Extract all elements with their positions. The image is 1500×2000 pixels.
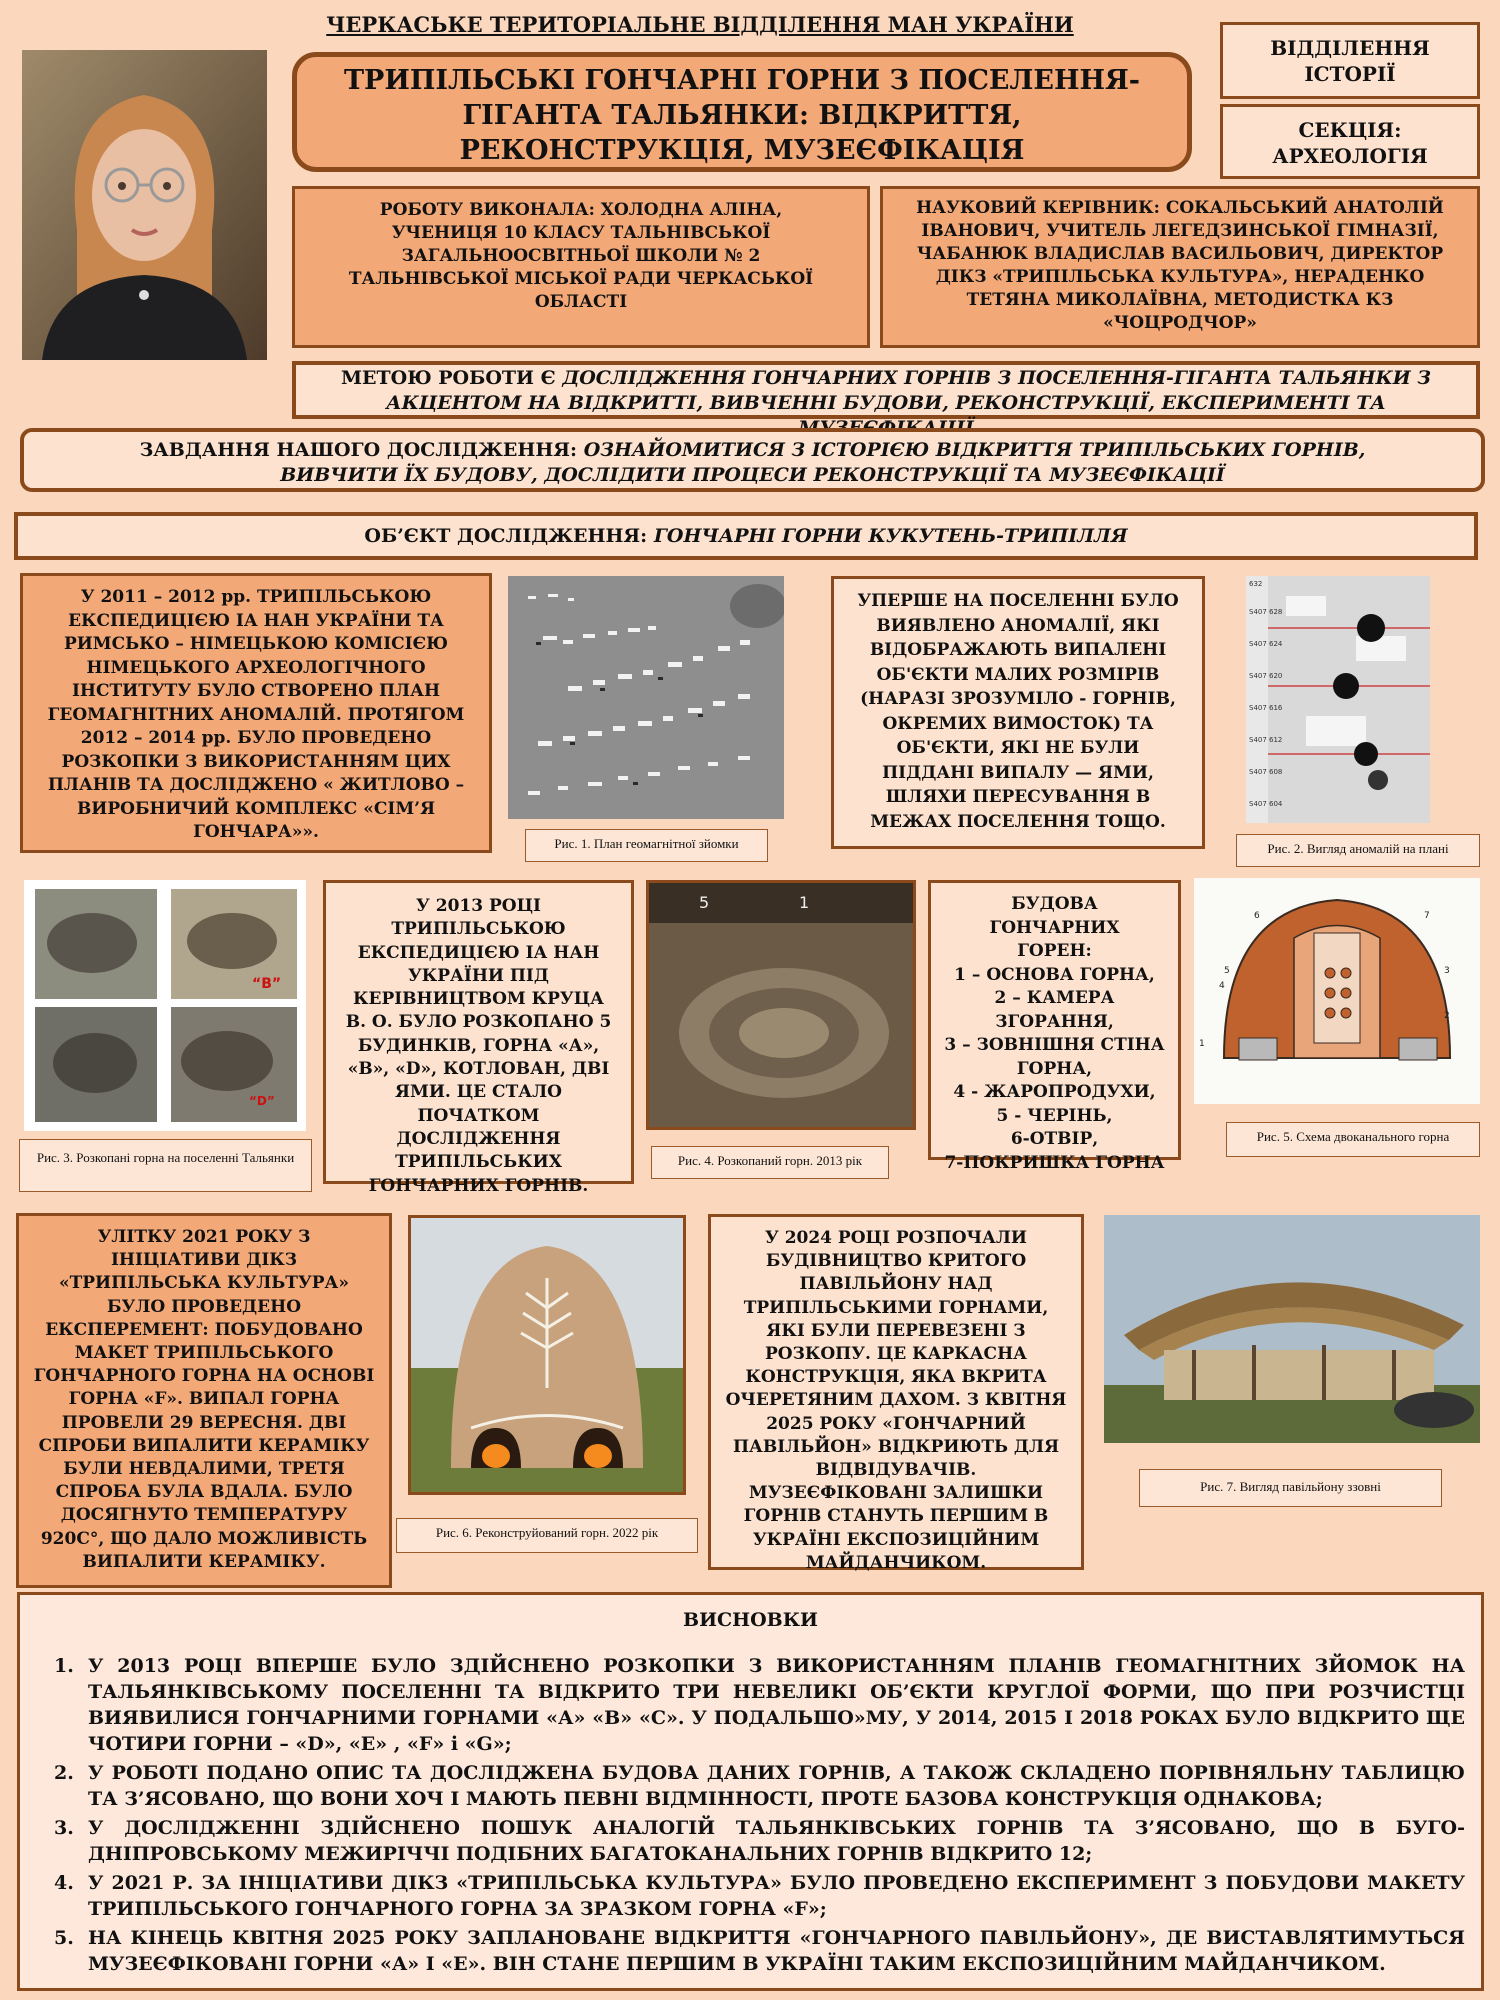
figure-3-caption: Рис. 3. Розкопані горна на поселенні Тальянки [19, 1139, 312, 1192]
conclusion-item-5 [36, 1925, 1465, 1977]
conclusion-item-3 [36, 1815, 1465, 1867]
conclusion-text: НА КІНЕЦЬ КВІТНЯ 2025 РОКУ ЗАПЛАНОВАНЕ ВІДКРИТТЯ «ГОНЧАРНОГО ПАВІЛЬЙОНУ», ДЕ ВИСТАВЛЯТИМУТЬСЯ МУЗЕЄФІКОВАНІ ГОРНИ «А» І «Е». ВІН СТАНЕ ПЕРШИМ В УКРАЇНІ ТАКИМ ЕКСПОЗИЦІЙНИМ МАЙДАНЧИКОМ. [88, 1927, 1465, 1975]
kiln-scheme-image [1194, 878, 1480, 1104]
conclusion-text: У РОБОТІ ПОДАНО ОПИС ТА ДОСЛІДЖЕНА БУДОВА ДАНИХ ГОРНІВ, А ТАКОЖ СКЛАДЕНО ПОРІВНЯЛЬНУ ТАБЛИЦЮ ТА З’ЯСОВАНО, ЩО ВОНИ ХОЧ І МАЮТЬ ПЕВНІ ВІДМІННОСТІ, ПРОТЕ БАЗОВА КОНСТРУКЦІЯ ОДНАКОВА; [88, 1762, 1465, 1810]
section-box [1220, 104, 1480, 179]
poster-title [292, 52, 1192, 172]
object-label: ОБ’ЄКТ ДОСЛІДЖЕННЯ: [364, 525, 654, 547]
conclusions-title: ВИСНОВКИ [683, 1609, 818, 1631]
tasks-text: ОЗНАЙОМИТИСЯ З ІСТОРІЄЮ ВІДКРИТТЯ ТРИПІЛЬСЬКИХ ГОРНІВ, ВИВЧИТИ ЇХ БУДОВУ, ДОСЛІДИТИ ПРОЦЕСИ РЕКОНСТРУКЦІЇ ТА МУЗЕЄФІКАЦІЇ [280, 439, 1366, 486]
supervisor-text: НАУКОВИЙ КЕРІВНИК: СОКАЛЬСЬКИЙ АНАТОЛІЙ ІВАНОВИЧ, УЧИТЕЛЬ ЛЕГЕДЗИНСЬКОЇ ГІМНАЗІЇ, ЧАБАНЮК ВЛАДИСЛАВ ВАСИЛЬОВИЧ, ДИРЕКТОР ДІКЗ «ТРИПІЛЬСЬКА КУЛЬТУРА», НЕРАДЕНКО ТЕТЯНА МИКОЛАЇВНА, МЕТОДИСТКА КЗ «ЧОЦРОДЧОР» [916, 198, 1444, 333]
conclusion-item-4 [36, 1870, 1465, 1922]
conclusion-text: У 2013 РОЦІ ВПЕРШЕ БУЛО ЗДІЙСНЕНО РОЗКОПКИ З ВИКОРИСТАННЯМ ПЛАНІВ ГЕОМАГНІТНИХ ЗЙОМОК НА ТАЛЬЯНКІВСЬКОМУ ПОСЕЛЕННІ ТА ВІДКРИТО ТРИ НЕВЕЛИКІ ОБ’ЄКТИ КРУГЛОЇ ФОРМИ, ЩО ПРИ РОЗЧИСТЦІ ВИЯВИЛИСЯ ГОНЧАРНИМИ ГОРНАМИ «А» «В» «С». У ПОДАЛЬШО»МУ, У 2014, 2015 І 2018 РОКАХ БУЛО ВІДКРИТО ЩЕ ЧОТИРИ ГОРНИ – «D», «E» , «F» і «G»; [88, 1655, 1465, 1755]
department-box [1220, 22, 1480, 99]
object-text: ГОНЧАРНІ ГОРНИ КУКУТЕНЬ-ТРИПІЛЛЯ [653, 525, 1128, 547]
kiln-part-3: 3 – ЗОВНІШНЯ СТІНА ГОРНА, [944, 1035, 1165, 1079]
kiln-label-d: “D” [249, 1094, 275, 1108]
kiln-part-4: 4 - ЖАРОПРОДУХИ, [953, 1082, 1156, 1102]
tasks-box [20, 428, 1485, 492]
supervisor-box [880, 186, 1480, 348]
kiln-structure-title: БУДОВА ГОНЧАРНИХ ГОРЕН: [989, 894, 1120, 961]
scheme-label-5: 5 [1224, 966, 1230, 976]
text-block-experiment-2021 [16, 1213, 392, 1588]
conclusion-text: У 2021 Р. ЗА ІНІЦІАТИВИ ДІКЗ «ТРИПІЛЬСЬКА КУЛЬТУРА» БУЛО ПРОВЕДЕНО ЕКСПЕРИМЕНТ З ПОБУДОВИ МАКЕТУ ТРИПІЛЬСЬКОГО ГОНЧАРНОГО ГОРНА ЗА ЗРАЗКОМ ГОРНА «F»; [88, 1872, 1465, 1920]
tasks-label: ЗАВДАННЯ НАШОГО ДОСЛІДЖЕННЯ: [139, 439, 584, 461]
kiln-part-1: 1 – ОСНОВА ГОРНА, [954, 964, 1155, 985]
author-box [292, 186, 870, 348]
anomaly-tick-label-6: S407 604 [1249, 800, 1283, 808]
object-box [14, 512, 1478, 560]
figure-4-caption: Рис. 4. Розкопаний горн. 2013 рік [651, 1146, 889, 1179]
figure-7-caption: Рис. 7. Вигляд павільйону ззовні [1139, 1469, 1442, 1507]
figure-5-caption: Рис. 5. Схема двоканального горна [1226, 1122, 1480, 1157]
conclusion-item-1 [36, 1653, 1465, 1757]
kiln-part-2: 2 – КАМЕРА ЗГОРАННЯ, [994, 988, 1115, 1032]
figure-1-caption: Рис. 1. План геомагнітної зйомки [525, 829, 768, 862]
goal-box [292, 361, 1480, 419]
conclusion-number: 5. [54, 1927, 74, 1949]
author-text: РОБОТУ ВИКОНАЛА: ХОЛОДНА АЛІНА, УЧЕНИЦЯ 10 КЛАСУ ТАЛЬНІВСЬКОЇ ЗАГАЛЬНООСВІТНЬОЇ ШКОЛИ № 2 ТАЛЬНІВСЬКОЇ МІСЬКОЇ РАДИ ЧЕРКАСЬКОЇ ОБЛАСТІ [348, 200, 814, 312]
conclusions-box [17, 1592, 1484, 1991]
figure-2-caption: Рис. 2. Вигляд аномалій на плані [1236, 834, 1480, 867]
pavilion-exterior-image [1104, 1215, 1480, 1443]
author-photo [22, 50, 267, 360]
conclusion-number: 3. [54, 1817, 74, 1839]
anomaly-tick-label-0: S407 628 [1249, 608, 1283, 616]
excavated-kiln-2013-image [646, 880, 916, 1130]
kiln-part-5: 5 - ЧЕРІНЬ, [996, 1105, 1113, 1126]
text-block-pavilion-2024 [708, 1214, 1084, 1573]
text-anomalies: УПЕРШЕ НА ПОСЕЛЕННІ БУЛО ВИЯВЛЕНО АНОМАЛІЇ, ЯКІ ВІДОБРАЖАЮТЬ ВИПАЛЕНІ ОБ'ЄКТИ МАЛИХ РОЗМІРІВ (НАРАЗІ ЗРОЗУМІЛО - ГОРНІВ, ОКРЕМИХ ВИМОСТОК) ТА ОБ'ЄКТИ, ЯКІ НЕ БУЛИ ПІДДАНІ ВИПАЛУ — ЯМИ, ШЛЯХИ ПЕРЕСУВАННЯ В МЕЖАХ ПОСЕЛЕННЯ ТОЩО. [857, 591, 1179, 832]
text-pavilion-2024: У 2024 РОЦІ РОЗПОЧАЛИ БУДІВНИЦТВО КРИТОГО ПАВІЛЬЙОНУ НАД ТРИПІЛЬСЬКИМИ ГОРНАМИ, ЯКІ БУЛИ ПЕРЕВЕЗЕНІ З РОЗКОПУ. ЦЕ КАРКАСНА КОНСТРУКЦІЯ, ЯКА ВКРИТА ОЧЕРЕТЯНИМ ДАХОМ. З КВІТНЯ 2025 РОКУ «ГОНЧАРНИЙ ПАВІЛЬЙОН» ВІДКРИЮТЬ ДЛЯ ВІДВІДУВАЧІВ. МУЗЕЄФІКОВАНІ ЗАЛИШКИ ГОРНІВ СТАНУТЬ ПЕРШИМ В УКРАЇНІ ЕКСПОЗИЦІЙНИМ МАЙДАНЧИКОМ. [725, 1228, 1067, 1573]
text-block-excavations-2011 [20, 573, 492, 853]
scheme-label-4: 4 [1219, 981, 1225, 991]
conclusion-number: 4. [54, 1872, 74, 1894]
anomaly-tick-label-4: S407 612 [1249, 736, 1283, 744]
conclusion-text: У ДОСЛІДЖЕННІ ЗДІЙСНЕНО ПОШУК АНАЛОГІЙ ТАЛЬЯНКІВСЬКИХ ГОРНІВ ТА З’ЯСОВАНО, ЩО В БУГО-ДНІПРОВСЬКОМУ МЕЖИРІЧЧІ ПОДІБНИХ БАГАТОКАНАЛЬНИХ ГОРНІВ ВІДКРИТО 12; [88, 1817, 1465, 1865]
anomaly-tick-label-1: S407 624 [1249, 640, 1283, 648]
kiln-photo-label-1: 1 [799, 893, 810, 912]
conclusion-number: 1. [54, 1655, 74, 1677]
scheme-label-1: 1 [1199, 1039, 1205, 1049]
goal-label: МЕТОЮ РОБОТИ Є [340, 367, 563, 389]
figure-6-caption: Рис. 6. Реконструйований горн. 2022 рік [396, 1518, 698, 1553]
conclusion-item-2 [36, 1760, 1465, 1812]
section-label: СЕКЦІЯ: АРХЕОЛОГІЯ [1272, 118, 1428, 168]
text-excavations-2013: У 2013 РОЦІ ТРИПІЛЬСЬКОЮ ЕКСПЕДИЦІЄЮ ІА НАН УКРАЇНИ ПІД КЕРІВНИЦТВОМ КРУЦА В. О. БУЛО РОЗКОПАНО 5 БУДИНКІВ, ГОРНА «А», «В», «D», КОТЛОВАН, ДВІ ЯМИ. ЦЕ СТАЛО ПОЧАТКОМ ДОСЛІДЖЕННЯ ТРИПІЛЬСЬКИХ ГОНЧАРНИХ ГОРНІВ. [345, 896, 612, 1196]
anomaly-tick-label-2: S407 620 [1249, 672, 1283, 680]
anomaly-tick-label-7: 632 [1249, 580, 1263, 588]
scheme-label-7: 7 [1424, 911, 1430, 921]
text-experiment-2021: УЛІТКУ 2021 РОКУ З ІНІЦІАТИВИ ДІКЗ «ТРИПІЛЬСЬКА КУЛЬТУРА» БУЛО ПРОВЕДЕНО ЕКСПЕРЕМЕНТ: ПОБУДОВАНО МАКЕТ ТРИПІЛЬСЬКОГО ГОНЧАРНОГО ГОРНА НА ОСНОВІ ГОРНА «F». ВИПАЛ ГОРНА ПРОВЕЛИ 29 ВЕРЕСНЯ. ДВІ СПРОБИ ВИПАЛИТИ КЕРАМІКУ БУЛИ НЕВДАЛИМИ, ТРЕТЯ СПРОБА БУЛА ВДАЛА. БУЛО ДОСЯГНУТО ТЕМПЕРАТУРУ 920С°, ЩО ДАЛО МОЖЛИВІСТЬ ВИПАЛИТИ КЕРАМІКУ. [33, 1227, 375, 1572]
text-excavations-2011: У 2011 – 2012 рр. ТРИПІЛЬСЬКОЮ ЕКСПЕДИЦІЄЮ ІА НАН УКРАЇНИ ТА РИМСЬКО – НІМЕЦЬКОЮ КОМІСІЄЮ НІМЕЦЬКОГО АРХЕОЛОГІЧНОГО ІНСТИТУТУ БУЛО СТВОРЕНО ПЛАН ГЕОМАГНІТНИХ АНОМАЛІЙ. ПРОТЯГОМ 2012 – 2014 рр. БУЛО ПРОВЕДЕНО РОЗКОПКИ З ВИКОРИСТАННЯМ ЦИХ ПЛАНІВ ТА ДОСЛІДЖЕНО « ЖИТЛОВО – ВИРОБНИЧИЙ КОМПЛЕКС «СІМ’Я ГОНЧАРА»». [47, 587, 465, 842]
kiln-structure-box [928, 880, 1181, 1173]
reconstructed-kiln-image [408, 1215, 686, 1495]
kiln-part-6: 6-ОТВІР, [1010, 1129, 1099, 1149]
text-block-excavations-2013 [323, 880, 634, 1196]
conclusion-number: 2. [54, 1762, 74, 1784]
scheme-label-6: 6 [1254, 911, 1260, 921]
poster-title-text: ТРИПІЛЬСЬКІ ГОНЧАРНІ ГОРНИ З ПОСЕЛЕННЯ-ГІГАНТА ТАЛЬЯНКИ: ВІДКРИТТЯ, РЕКОНСТРУКЦІЯ, МУЗЕЄФІКАЦІЯ [343, 65, 1141, 166]
scheme-label-2: 2 [1444, 1011, 1450, 1021]
goal-text: ДОСЛІДЖЕННЯ ГОНЧАРНИХ ГОРНІВ З ПОСЕЛЕННЯ-ГІГАНТА ТАЛЬЯНКИ З АКЦЕНТОМ НА ВІДКРИТТІ, ВИВЧЕННІ БУДОВИ, РЕКОНСТРУКЦІЇ, ЕКСПЕРИМЕНТІ ТА [386, 367, 1432, 414]
excavated-kilns-image [24, 880, 306, 1131]
scheme-label-3: 3 [1444, 966, 1450, 976]
kiln-photo-label-5: 5 [699, 893, 710, 912]
org-title: ЧЕРКАСЬКЕ ТЕРИТОРІАЛЬНЕ ВІДДІЛЕННЯ МАН УКРАЇНИ [326, 12, 1074, 37]
kiln-part-7: 7-ПОКРИШКА ГОРНА [944, 1152, 1165, 1173]
geomagnetic-plan-image [508, 576, 784, 819]
department-label: ВІДДІЛЕННЯ ІСТОРІЇ [1270, 36, 1430, 86]
anomalies-plan-image [1246, 576, 1430, 823]
anomaly-tick-label-3: S407 616 [1249, 704, 1283, 712]
text-block-anomalies [831, 576, 1205, 849]
anomaly-tick-label-5: S407 608 [1249, 768, 1283, 776]
kiln-label-b: “B” [252, 976, 282, 992]
